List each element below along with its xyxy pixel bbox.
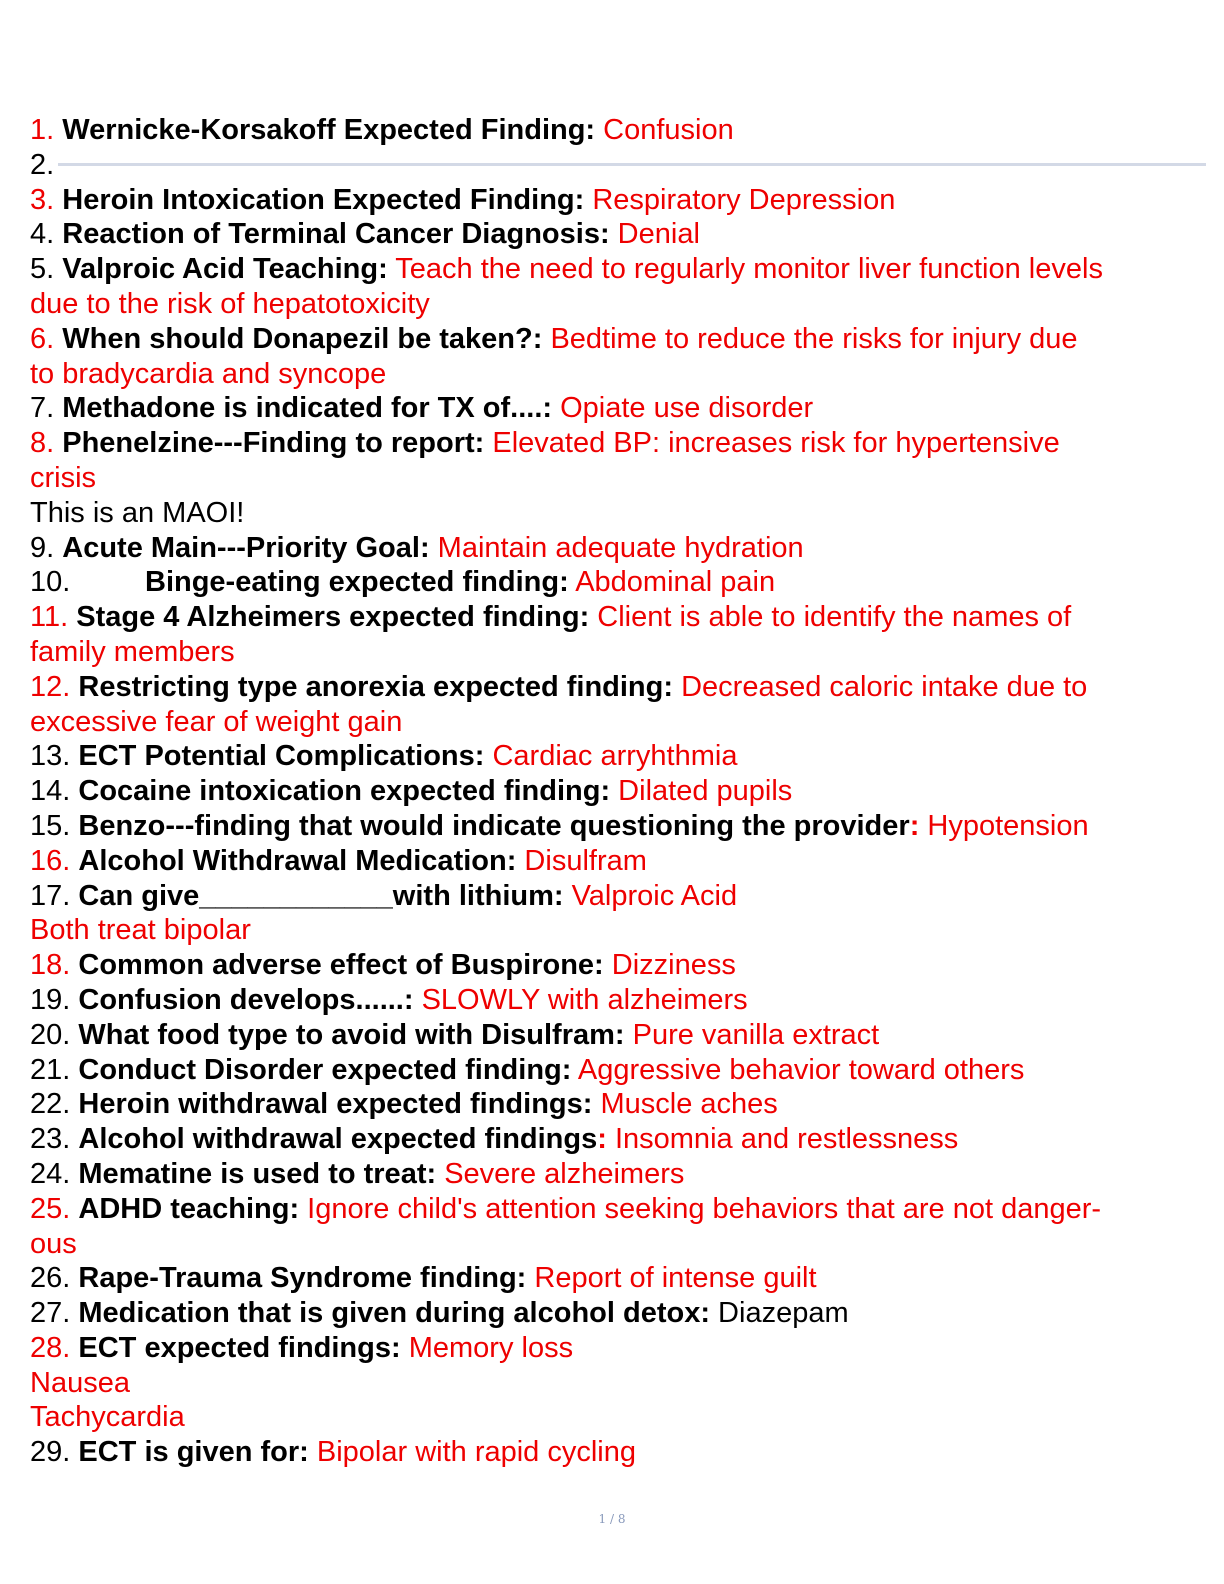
- answer-text: Confusion: [595, 114, 734, 146]
- item-number: 5.: [30, 253, 55, 286]
- question-text: Common adverse effect of Buspirone:: [78, 949, 604, 982]
- item-number: 13.: [30, 740, 71, 773]
- item-number: 8.: [30, 427, 55, 460]
- list-item-21: [30, 1053, 1200, 1088]
- answer-text: Opiate use disorder: [552, 392, 814, 425]
- item-number: 23.: [30, 1123, 71, 1156]
- answer-text: Diazepam: [710, 1297, 849, 1330]
- item-number: 25.: [30, 1192, 71, 1225]
- list-item-1: [30, 113, 1200, 148]
- item-number: 21.: [30, 1053, 71, 1086]
- answer-text: Respiratory Depression: [584, 183, 896, 216]
- item-number: 29.: [30, 1436, 71, 1469]
- list-item-10: [30, 565, 1200, 600]
- answer-text: Abdominal pain: [568, 566, 776, 599]
- question-text: ECT is given for:: [78, 1436, 309, 1469]
- answer-text: Report of intense guilt: [526, 1262, 817, 1295]
- answer-text: Severe alzheimers: [436, 1157, 685, 1190]
- answer-text: Dilated pupils: [610, 775, 793, 808]
- list-item-4: [30, 217, 1200, 252]
- answer-continuation: Nausea: [30, 1366, 130, 1399]
- question-text: Conduct Disorder expected finding:: [78, 1053, 572, 1086]
- item-number: 4.: [30, 218, 55, 251]
- answer-continuation: Both treat bipolar: [30, 914, 251, 947]
- question-text: Confusion develops......:: [78, 983, 414, 1016]
- item-number: 19.: [30, 983, 71, 1016]
- question-colon: :: [597, 1123, 607, 1156]
- question-text: ECT Potential Complications:: [78, 740, 485, 773]
- item-number: 16.: [30, 844, 71, 877]
- answer-text: Memory loss: [400, 1331, 574, 1364]
- question-text: Benzo---finding that would indicate questioning the provider: [78, 809, 910, 842]
- question-text: Alcohol Withdrawal Medication:: [78, 844, 517, 877]
- item-number: 12.: [30, 670, 71, 703]
- item-number: 17.: [30, 879, 71, 912]
- note-text: This is an MAOI!: [30, 496, 245, 529]
- item-number: 18.: [30, 949, 71, 982]
- question-text: Reaction of Terminal Cancer Diagnosis:: [62, 218, 610, 251]
- item-number: 10.: [30, 566, 71, 599]
- list-item-12: [30, 670, 1200, 705]
- item-number: 11.: [30, 601, 69, 634]
- item-number: 6.: [30, 322, 55, 355]
- question-text: Cocaine intoxication expected finding:: [78, 775, 611, 808]
- answer-text: Cardiac arryhthmia: [484, 740, 738, 773]
- list-item-3: [30, 183, 1200, 218]
- item-number: 24.: [30, 1157, 71, 1190]
- answer-text: Bedtime to reduce the risks for injury due: [542, 322, 1078, 355]
- item-number: 22.: [30, 1088, 71, 1121]
- list-item-2: [30, 148, 1200, 183]
- question-text: Methadone is indicated for TX of....:: [62, 392, 553, 425]
- question-text: What food type to avoid with Disulfram:: [78, 1018, 625, 1051]
- answer-continuation: to bradycardia and syncope: [30, 357, 387, 390]
- answer-continuation: due to the risk of hepatotoxicity: [30, 287, 430, 320]
- answer-text: Insomnia and restlessness: [606, 1123, 959, 1156]
- question-text: Acute Main---Priority Goal:: [62, 531, 430, 564]
- list-item-5: [30, 252, 1200, 287]
- document-page: [30, 113, 1200, 1470]
- horizontal-rule: [58, 163, 1206, 166]
- answer-text: Hypotension: [919, 809, 1089, 842]
- list-item-13: [30, 739, 1200, 774]
- answer-text: SLOWLY with alzheimers: [413, 983, 748, 1016]
- item-number: 15.: [30, 809, 71, 842]
- answer-text: Client is able to identify the names of: [589, 601, 1072, 634]
- list-item-26: [30, 1261, 1200, 1296]
- question-text: Valproic Acid Teaching:: [62, 253, 388, 286]
- answer-text: Decreased caloric intake due to: [673, 670, 1088, 703]
- answer-text: Elevated BP: increases risk for hypertensive: [484, 427, 1060, 460]
- answer-text: Pure vanilla extract: [624, 1018, 880, 1051]
- answer-text: Muscle aches: [592, 1088, 778, 1121]
- list-item-19: [30, 983, 1200, 1018]
- question-colon: :: [909, 809, 920, 842]
- list-item-29: [30, 1435, 1200, 1470]
- item-number: 3.: [30, 183, 55, 216]
- item-number: 20.: [30, 1018, 71, 1051]
- list-item-25: [30, 1192, 1200, 1227]
- list-item-9: [30, 531, 1200, 566]
- list-item-11: [30, 600, 1200, 635]
- list-item-27: [30, 1296, 1200, 1331]
- list-item-28: [30, 1331, 1200, 1366]
- question-text: Wernicke-Korsakoff Expected Finding:: [62, 114, 596, 146]
- question-text: ECT expected findings:: [78, 1331, 401, 1364]
- question-text: Restricting type anorexia expected finding:: [78, 670, 674, 703]
- question-text: Phenelzine---Finding to report:: [62, 427, 485, 460]
- item-number: 7.: [30, 392, 55, 425]
- list-item-22: [30, 1087, 1200, 1122]
- answer-text: Ignore child's attention seeking behaviors that are not danger-: [299, 1192, 1102, 1225]
- list-item-16: [30, 844, 1200, 879]
- question-text: Can give____________with lithium:: [78, 879, 564, 912]
- answer-continuation: excessive fear of weight gain: [30, 705, 403, 738]
- answer-text: Aggressive behavior toward others: [571, 1053, 1025, 1086]
- list-item-8: [30, 426, 1200, 461]
- item-number: 9.: [30, 531, 55, 564]
- question-text: Rape-Trauma Syndrome finding:: [78, 1262, 527, 1295]
- list-item-18: [30, 948, 1200, 983]
- item-number: 27.: [30, 1297, 71, 1330]
- question-text: ADHD teaching:: [78, 1192, 300, 1225]
- question-text: Mematine is used to treat:: [78, 1157, 437, 1190]
- list-item-20: [30, 1018, 1200, 1053]
- question-text: Alcohol withdrawal expected findings: [78, 1123, 598, 1156]
- item-number: 1.: [30, 114, 55, 146]
- question-text: Stage 4 Alzheimers expected finding:: [76, 601, 590, 634]
- list-item-6: [30, 322, 1200, 357]
- answer-text: Teach the need to regularly monitor liver function levels: [387, 253, 1103, 286]
- item-number: 2.: [30, 148, 55, 181]
- answer-text: Disulfram: [516, 844, 647, 877]
- question-text: When should Donapezil be taken?:: [62, 322, 543, 355]
- answer-text: Dizziness: [603, 949, 736, 982]
- item-number: 28.: [30, 1331, 71, 1364]
- item-number: 26.: [30, 1262, 71, 1295]
- list-item-14: [30, 774, 1200, 809]
- question-text: Binge-eating expected finding:: [145, 566, 569, 599]
- list-item-15: [30, 809, 1200, 844]
- answer-continuation: crisis: [30, 461, 97, 494]
- page-number: 1 / 8: [598, 1512, 626, 1526]
- answer-text: Maintain adequate hydration: [429, 531, 804, 564]
- question-text: Medication that is given during alcohol detox:: [78, 1297, 710, 1330]
- list-item-24: [30, 1157, 1200, 1192]
- answer-continuation: family members: [30, 635, 235, 668]
- question-text: Heroin withdrawal expected findings:: [78, 1088, 593, 1121]
- answer-continuation: ous: [30, 1227, 77, 1260]
- answer-text: Denial: [609, 218, 700, 251]
- answer-text: Bipolar with rapid cycling: [308, 1436, 637, 1469]
- item-number: 14.: [30, 775, 71, 808]
- question-text: Heroin Intoxication Expected Finding:: [62, 183, 585, 216]
- answer-continuation: Tachycardia: [30, 1401, 185, 1434]
- list-item-17: [30, 879, 1200, 914]
- list-item-7: [30, 391, 1200, 426]
- list-item-23: [30, 1122, 1200, 1157]
- answer-text: Valproic Acid: [563, 879, 738, 912]
